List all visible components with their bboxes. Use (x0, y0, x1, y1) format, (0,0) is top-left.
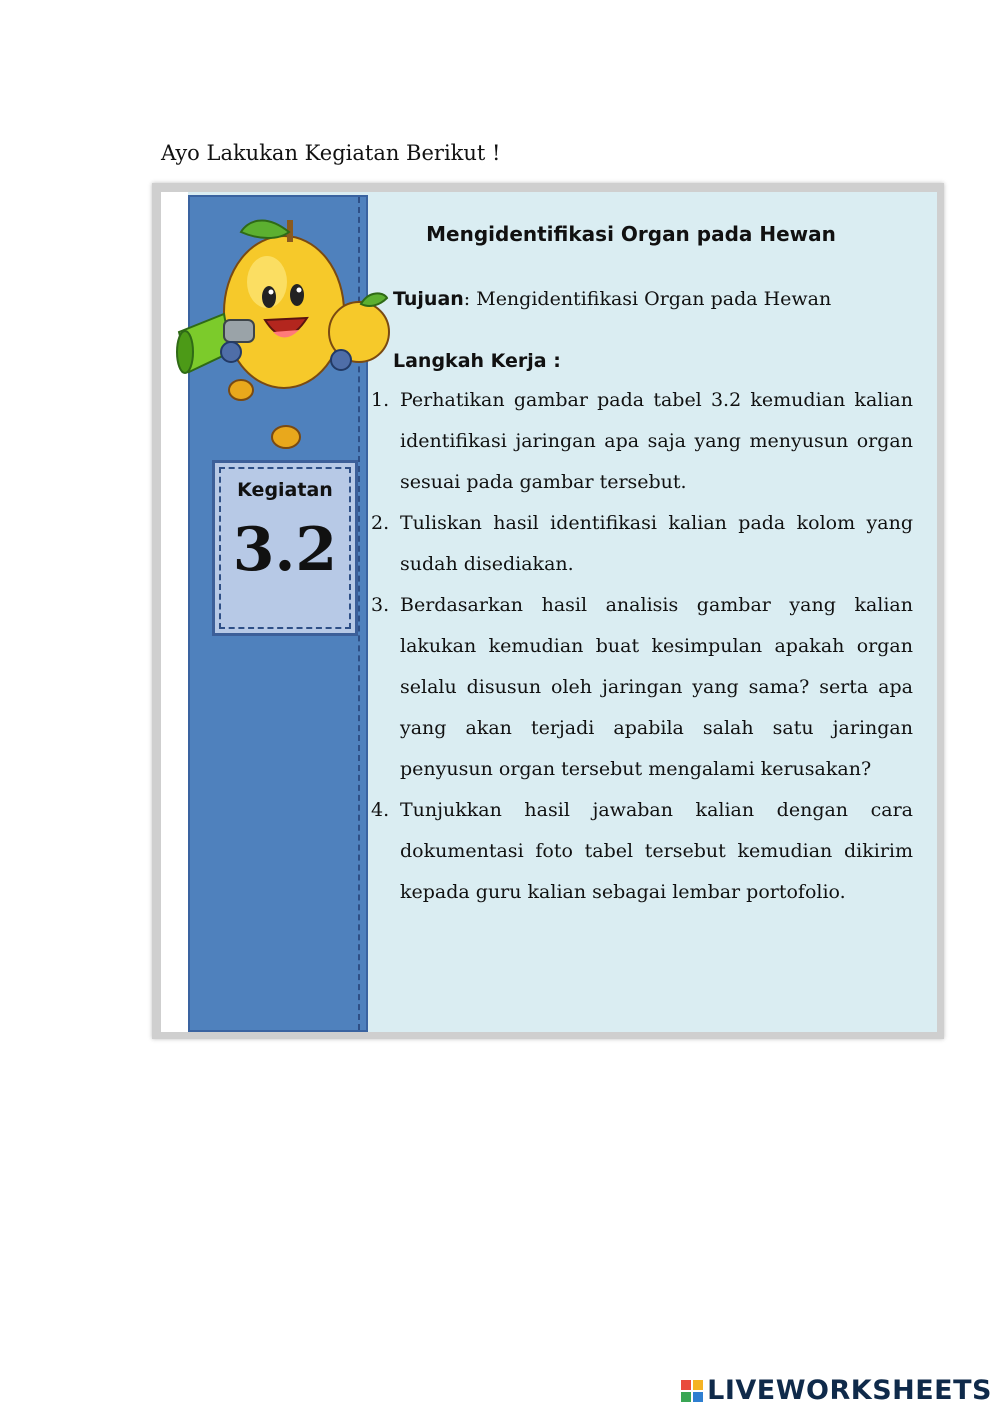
kegiatan-badge (212, 460, 358, 636)
step-item (371, 790, 913, 913)
step-item (371, 585, 913, 790)
step-number: 2. (371, 512, 390, 534)
step-number: 1. (371, 389, 390, 411)
step-text: Perhatikan gambar pada tabel 3.2 kemudian kalian identifikasi jaringan apa saja yang menyusun organ sesuai pada gambar tersebut. (400, 389, 913, 493)
step-number: 4. (371, 799, 390, 821)
step-item (371, 380, 913, 503)
step-text: Tunjukkan hasil jawaban kalian dengan cara dokumentasi foto tabel tersebut kemudian dikirim kepada guru kalian sebagai lembar portofolio. (400, 799, 913, 903)
liveworksheets-icon (681, 1380, 703, 1402)
step-number: 3. (371, 594, 390, 616)
tujuan-label: Tujuan (393, 288, 464, 310)
tujuan-text: : Mengidentifikasi Organ pada Hewan (463, 288, 832, 310)
step-text: Berdasarkan hasil analisis gambar yang kalian lakukan kemudian buat kesimpulan apakah organ selalu disusun oleh jaringan yang sama? serta apa yang akan terjadi apabila salah satu jaringan penyusun organ tersebut mengalami kerusakan? (400, 594, 913, 780)
langkah-kerja-label: Langkah Kerja : (393, 350, 561, 372)
badge-label: Kegiatan (237, 479, 333, 501)
activity-card (152, 183, 944, 1039)
page-heading: Ayo Lakukan Kegiatan Berikut ! (161, 141, 501, 165)
step-text: Tuliskan hasil identifikasi kalian pada kolom yang sudah disediakan. (400, 512, 913, 575)
liveworksheets-logo[interactable] (681, 1375, 992, 1406)
tujuan-line (393, 288, 831, 310)
activity-title: Mengidentifikasi Organ pada Hewan (426, 222, 836, 246)
step-item (371, 503, 913, 585)
brand-name: LIVEWORKSHEETS (707, 1375, 992, 1406)
steps-list (371, 380, 913, 913)
activity-card-inner (161, 192, 937, 1032)
badge-number: 3.2 (232, 515, 338, 585)
orange-mascot-illustration (169, 202, 399, 452)
